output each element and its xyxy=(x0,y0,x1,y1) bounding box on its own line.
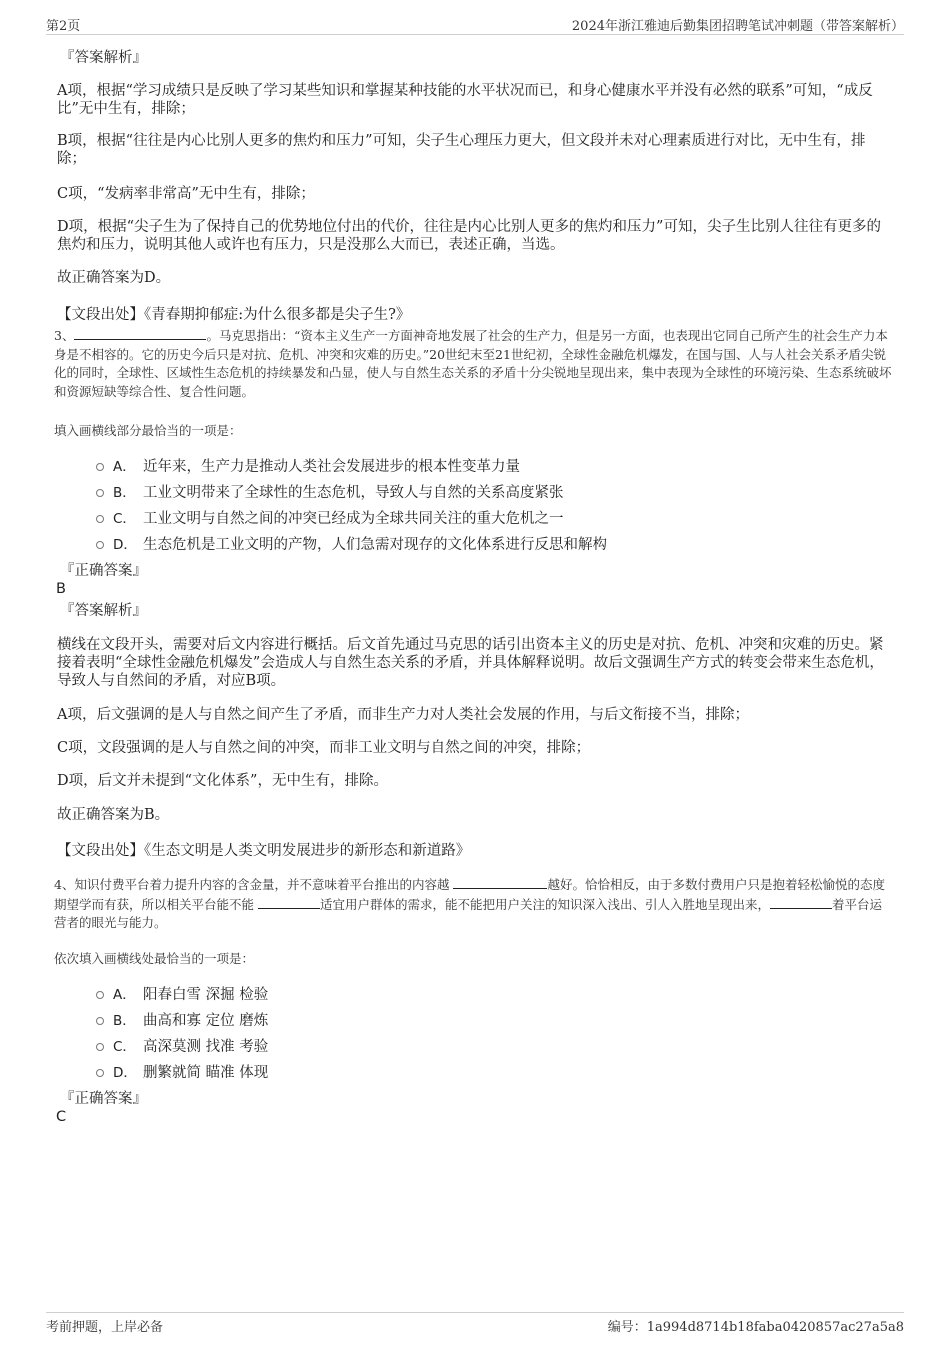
q3-answer: B xyxy=(56,581,66,597)
page-header xyxy=(46,14,904,35)
q4-prompt: 依次填入画横线处最恰当的一项是： xyxy=(54,951,255,966)
option-text: 近年来，生产力是推动人类社会发展进步的根本性变革力量 xyxy=(143,458,520,475)
footer-serial: 编号：1a994d8714b18faba0420857ac27a5a8 xyxy=(607,1320,904,1335)
q3-source: 【文段出处】《生态文明是人类文明发展进步的新形态和新道路》 xyxy=(57,843,471,859)
page-number: 第2页 xyxy=(46,19,81,34)
option-text: 工业文明带来了全球性的生态危机，导致人与自然的关系高度紧张 xyxy=(143,484,564,501)
option-text: 高深莫测 找准 考验 xyxy=(143,1038,269,1055)
q2-analysis-b: B项，根据“往往是内心比别人更多的焦灼和压力”可知，尖子生心理压力更大，但文段并未对心理素质进行对比，无中生有，排除； xyxy=(57,133,866,167)
q3-number: 3、 xyxy=(54,328,75,343)
radio-icon[interactable] xyxy=(96,1017,104,1025)
q3-analysis-d: D项，后文并未提到“文化体系”，无中生有，排除。 xyxy=(57,773,388,789)
footer-slogan: 考前押题，上岸必备 xyxy=(46,1320,164,1335)
q2-conclusion: 故正确答案为D。 xyxy=(57,270,171,286)
q2-source: 【文段出处】《青春期抑郁症:为什么很多都是尖子生?》 xyxy=(57,307,411,323)
q3-option-a[interactable]: A． 近年来，生产力是推动人类社会发展进步的根本性变革力量 xyxy=(96,455,520,475)
q4-answer: C xyxy=(56,1109,67,1125)
radio-icon[interactable] xyxy=(96,463,104,471)
option-text: 曲高和寡 定位 磨炼 xyxy=(143,1012,269,1029)
q3-option-c[interactable]: C． 工业文明与自然之间的冲突已经成为全球共同关注的重大危机之一 xyxy=(96,507,564,527)
q4-number: 4、 xyxy=(54,877,75,892)
q4-blank-1 xyxy=(453,875,547,889)
q3-conclusion: 故正确答案为B。 xyxy=(57,807,170,823)
q4-answer-label: 『正确答案』 xyxy=(60,1091,147,1107)
radio-icon[interactable] xyxy=(96,489,104,497)
q3-blank xyxy=(74,326,206,340)
q2-analysis-label: 『答案解析』 xyxy=(60,50,147,66)
q4-blank-3 xyxy=(770,895,832,909)
q3-answer-label: 『正确答案』 xyxy=(60,563,147,579)
q3-analysis-c: C项，文段强调的是人与自然之间的冲突，而非工业文明与自然之间的冲突，排除； xyxy=(57,740,591,756)
radio-icon[interactable] xyxy=(96,1043,104,1051)
q2-analysis-d: D项，根据“尖子生为了保持自己的优势地位付出的代价，往往是内心比别人更多的焦灼和压力”可知，尖子生比别人往往有更多的焦灼和压力，说明其他人或许也有压力，只是没那么大而已，表述正确，当选。 xyxy=(57,219,881,253)
page-footer xyxy=(46,1312,904,1333)
option-text: 阳春白雪 深掘 检验 xyxy=(143,986,269,1003)
q2-analysis-c: C项，“发病率非常高”无中生有，排除； xyxy=(57,186,315,202)
document-title: 2024年浙江雅迪后勤集团招聘笔试冲刺题（带答案解析） xyxy=(571,19,904,34)
q2-analysis-a: A项，根据“学习成绩只是反映了学习某些知识和掌握某种技能的水平状况而已，和身心健康水平并没有必然的联系”可知，“成反比”无中生有，排除； xyxy=(57,83,873,117)
q4-blank-2 xyxy=(258,895,320,909)
q3-option-d[interactable]: D． 生态危机是工业文明的产物，人们急需对现存的文化体系进行反思和解构 xyxy=(96,533,607,553)
q3-prompt: 填入画横线部分最恰当的一项是： xyxy=(54,423,242,438)
q3-analysis-main: 横线在文段开头，需要对后文内容进行概括。后文首先通过马克思的话引出资本主义的历史是对抗、危机、冲突和灾难的历史。紧接着表明“全球性金融危机爆发”会造成人与自然生态关系的矛盾，并具体解释说明。故后文强调生产方式的转变会带来生态危机，导致人与自然间的矛盾，对应B项。 xyxy=(57,637,884,689)
q3-stem xyxy=(54,326,894,401)
radio-icon[interactable] xyxy=(96,1069,104,1077)
option-text: 删繁就简 瞄准 体现 xyxy=(143,1064,269,1081)
q4-option-d[interactable]: D． 删繁就简 瞄准 体现 xyxy=(96,1061,268,1081)
radio-icon[interactable] xyxy=(96,515,104,523)
q4-option-a[interactable]: A． 阳春白雪 深掘 检验 xyxy=(96,983,268,1003)
radio-icon[interactable] xyxy=(96,541,104,549)
q4-option-b[interactable]: B． 曲高和寡 定位 磨炼 xyxy=(96,1009,268,1029)
radio-icon[interactable] xyxy=(96,991,104,999)
q4-stem: 4、知识付费平台着力提升内容的含金量，并不意味着平台推出的内容越 越好。恰恰相反，由于多数付费用户只是抱着轻松愉悦的态度期望学而有获，所以相关平台能不能 适宜用户群体的需求，能不能把用户关注的知识深入浅出、引人入胜地呈现出来， 着平台运营者的眼光与能力。 xyxy=(54,877,885,930)
option-text: 工业文明与自然之间的冲突已经成为全球共同关注的重大危机之一 xyxy=(143,510,564,527)
q3-text: 。马克思指出：“资本主义生产一方面神奇地发展了社会的生产力，但是另一方面，也表现出它同自己所产生的社会生产力本身是不相容的。它的历史今后只是对抗、危机、冲突和灾难的历史。”20世纪末至21世纪初，全球性金融危机爆发，在国与国、人与人社会关系矛盾尖锐化的同时，全球性、区域性生态危机的持续暴发和凸显，使人与自然生态关系的矛盾十分尖锐地呈现出来，集中表现为全球性的环境污染、生态系统破坏和资源短缺等综合性、复合性问题。 xyxy=(54,328,892,399)
option-text: 生态危机是工业文明的产物，人们急需对现存的文化体系进行反思和解构 xyxy=(143,536,607,553)
q3-analysis-label: 『答案解析』 xyxy=(60,603,147,619)
q3-analysis-a: A项，后文强调的是人与自然之间产生了矛盾，而非生产力对人类社会发展的作用，与后文衔接不当，排除； xyxy=(57,707,749,723)
q3-option-b[interactable]: B． 工业文明带来了全球性的生态危机，导致人与自然的关系高度紧张 xyxy=(96,481,564,501)
q4-option-c[interactable]: C． 高深莫测 找准 考验 xyxy=(96,1035,268,1055)
